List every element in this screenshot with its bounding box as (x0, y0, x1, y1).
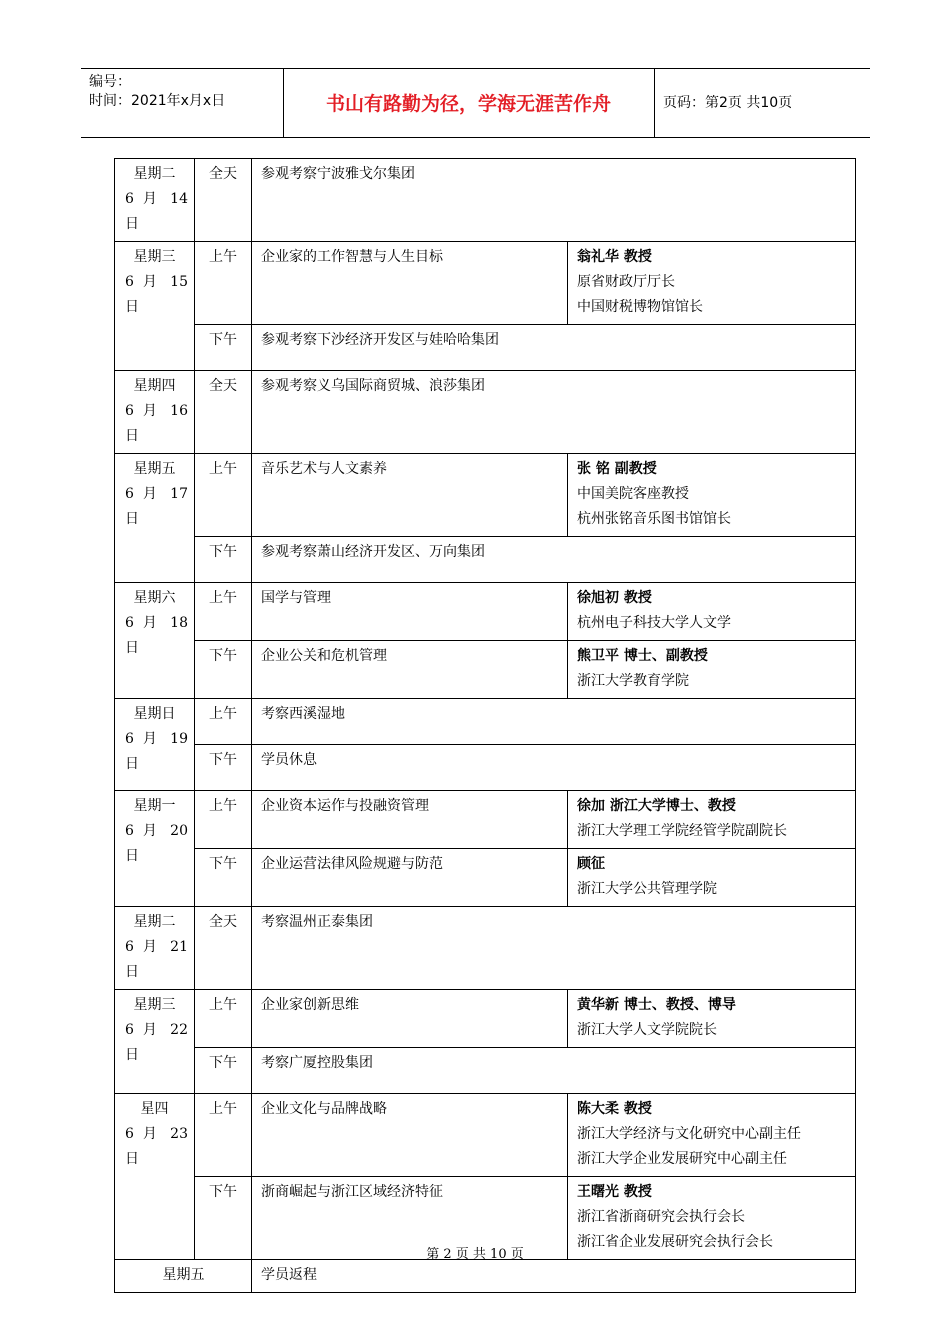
day-cell (115, 583, 195, 699)
speaker-name: 王曙光 教授 (577, 1184, 652, 1200)
day-cell (115, 791, 195, 907)
speaker-cell (568, 849, 856, 907)
day-cell (115, 1094, 195, 1260)
schedule-table (114, 158, 856, 1293)
schedule-body (115, 159, 856, 1293)
speaker-cell (568, 791, 856, 849)
speaker-title: 浙江省企业发展研究会执行会长 (577, 1234, 773, 1250)
period-cell: 全天 (195, 159, 252, 242)
topic-cell: 企业运营法律风险规避与防范 (252, 849, 568, 907)
weekday: 星期二 (133, 166, 176, 182)
period-cell: 下午 (195, 537, 252, 583)
topic-cell: 学员返程 (252, 1260, 856, 1293)
date: 6 月 23 (125, 1126, 188, 1142)
schedule-row (115, 242, 856, 325)
topic-cell: 国学与管理 (252, 583, 568, 641)
page-footer: 第 2 页 共 10 页 (426, 1247, 524, 1262)
day-cell (115, 699, 195, 791)
period-cell: 下午 (195, 1048, 252, 1094)
schedule-row (115, 699, 856, 745)
speaker-cell (568, 990, 856, 1048)
day-cell: 星期五 (115, 1260, 252, 1293)
schedule-row (115, 791, 856, 849)
speaker-title: 中国财税博物馆馆长 (577, 299, 703, 315)
speaker-title: 浙江大学教育学院 (577, 673, 689, 689)
day-cell (115, 454, 195, 583)
topic-cell: 浙商崛起与浙江区域经济特征 (252, 1177, 568, 1260)
weekday: 星期五 (133, 461, 176, 477)
schedule-row (115, 159, 856, 242)
date: 6 月 22 (125, 1022, 188, 1038)
date: 6 月 16 (125, 403, 188, 419)
schedule-row (115, 325, 856, 371)
speaker-title: 原省财政厅厅长 (577, 274, 675, 290)
header-divider (654, 69, 655, 137)
topic-cell: 企业文化与品牌战略 (252, 1094, 568, 1177)
period-cell: 上午 (195, 454, 252, 537)
topic-cell: 参观考察萧山经济开发区、万向集团 (252, 537, 856, 583)
speaker-cell (568, 583, 856, 641)
topic-cell: 音乐艺术与人文素养 (252, 454, 568, 537)
weekday: 星四 (140, 1101, 169, 1117)
speaker-title: 杭州电子科技大学人文学 (577, 615, 731, 631)
speaker-title: 浙江大学公共管理学院 (577, 881, 717, 897)
schedule-row-last (115, 1260, 856, 1293)
date: 6 月 20 (125, 823, 188, 839)
weekday: 星期三 (133, 249, 176, 265)
date-suffix: 日 (125, 756, 139, 772)
date-suffix: 日 (125, 216, 139, 232)
period-cell: 下午 (195, 849, 252, 907)
speaker-name: 陈大柔 教授 (577, 1101, 652, 1117)
date: 6 月 17 (125, 486, 188, 502)
day-cell (115, 159, 195, 242)
schedule-row (115, 1048, 856, 1094)
date-suffix: 日 (125, 299, 139, 315)
speaker-cell (568, 1094, 856, 1177)
day-cell (115, 242, 195, 371)
topic-cell: 参观考察宁波雅戈尔集团 (252, 159, 856, 242)
date-suffix: 日 (125, 640, 139, 656)
page-header (81, 68, 870, 138)
speaker-name: 张 铭 副教授 (577, 461, 657, 477)
topic-cell: 参观考察下沙经济开发区与娃哈哈集团 (252, 325, 856, 371)
period-cell: 下午 (195, 745, 252, 791)
topic-cell: 企业家的工作智慧与人生目标 (252, 242, 568, 325)
period-cell: 下午 (195, 641, 252, 699)
weekday: 星期一 (133, 798, 176, 814)
schedule-row (115, 583, 856, 641)
day-cell (115, 371, 195, 454)
period-cell: 下午 (195, 1177, 252, 1260)
period-cell: 全天 (195, 371, 252, 454)
date-suffix: 日 (125, 964, 139, 980)
schedule-row (115, 1094, 856, 1177)
speaker-title: 杭州张铭音乐图书馆馆长 (577, 511, 731, 527)
speaker-name: 翁礼华 教授 (577, 249, 652, 265)
speaker-cell (568, 454, 856, 537)
schedule-row (115, 641, 856, 699)
schedule-row (115, 745, 856, 791)
date: 6 月 19 (125, 731, 188, 747)
speaker-title: 中国美院客座教授 (577, 486, 689, 502)
schedule-row (115, 371, 856, 454)
date-suffix: 日 (125, 1151, 139, 1167)
topic-cell: 企业家创新思维 (252, 990, 568, 1048)
period-cell: 上午 (195, 242, 252, 325)
weekday: 星期三 (133, 997, 176, 1013)
speaker-title: 浙江大学企业发展研究中心副主任 (577, 1151, 787, 1167)
weekday: 星期四 (133, 378, 176, 394)
document-date: 时间：2021年x月x日 (89, 93, 226, 109)
schedule-row (115, 537, 856, 583)
topic-cell: 考察广厦控股集团 (252, 1048, 856, 1094)
date: 6 月 21 (125, 939, 188, 955)
topic-cell: 考察温州正泰集团 (252, 907, 856, 990)
speaker-name: 熊卫平 博士、副教授 (577, 648, 708, 664)
schedule-row (115, 849, 856, 907)
weekday: 星期六 (133, 590, 176, 606)
date-suffix: 日 (125, 428, 139, 444)
topic-cell: 学员休息 (252, 745, 856, 791)
speaker-name: 徐加 浙江大学博士、教授 (577, 798, 736, 814)
header-page-info: 页码：第2页 共10页 (663, 95, 793, 111)
day-cell (115, 907, 195, 990)
topic-cell: 企业公关和危机管理 (252, 641, 568, 699)
period-cell: 上午 (195, 791, 252, 849)
date: 6 月 15 (125, 274, 188, 290)
day-cell (115, 990, 195, 1094)
speaker-cell (568, 641, 856, 699)
speaker-title: 浙江大学理工学院经管学院副院长 (577, 823, 787, 839)
document-code-label: 编号： (89, 74, 131, 90)
speaker-name: 黄华新 博士、教授、博导 (577, 997, 736, 1013)
schedule-row (115, 907, 856, 990)
period-cell: 上午 (195, 699, 252, 745)
speaker-cell (568, 242, 856, 325)
header-motto: 书山有路勤为径，学海无涯苦作舟 (325, 93, 611, 115)
period-cell: 全天 (195, 907, 252, 990)
date: 6 月 14 (125, 191, 188, 207)
date-suffix: 日 (125, 848, 139, 864)
topic-cell: 考察西溪湿地 (252, 699, 856, 745)
schedule-row (115, 990, 856, 1048)
speaker-title: 浙江大学人文学院院长 (577, 1022, 717, 1038)
speaker-name: 徐旭初 教授 (577, 590, 652, 606)
weekday: 星期日 (133, 706, 176, 722)
period-cell: 上午 (195, 583, 252, 641)
speaker-title: 浙江大学经济与文化研究中心副主任 (577, 1126, 801, 1142)
weekday: 星期二 (133, 914, 176, 930)
schedule-row (115, 454, 856, 537)
date-suffix: 日 (125, 511, 139, 527)
speaker-title: 浙江省浙商研究会执行会长 (577, 1209, 745, 1225)
topic-cell: 企业资本运作与投融资管理 (252, 791, 568, 849)
date: 6 月 18 (125, 615, 188, 631)
period-cell: 上午 (195, 990, 252, 1048)
date-suffix: 日 (125, 1047, 139, 1063)
speaker-name: 顾征 (577, 856, 605, 872)
period-cell: 上午 (195, 1094, 252, 1177)
topic-cell: 参观考察义乌国际商贸城、浪莎集团 (252, 371, 856, 454)
period-cell: 下午 (195, 325, 252, 371)
